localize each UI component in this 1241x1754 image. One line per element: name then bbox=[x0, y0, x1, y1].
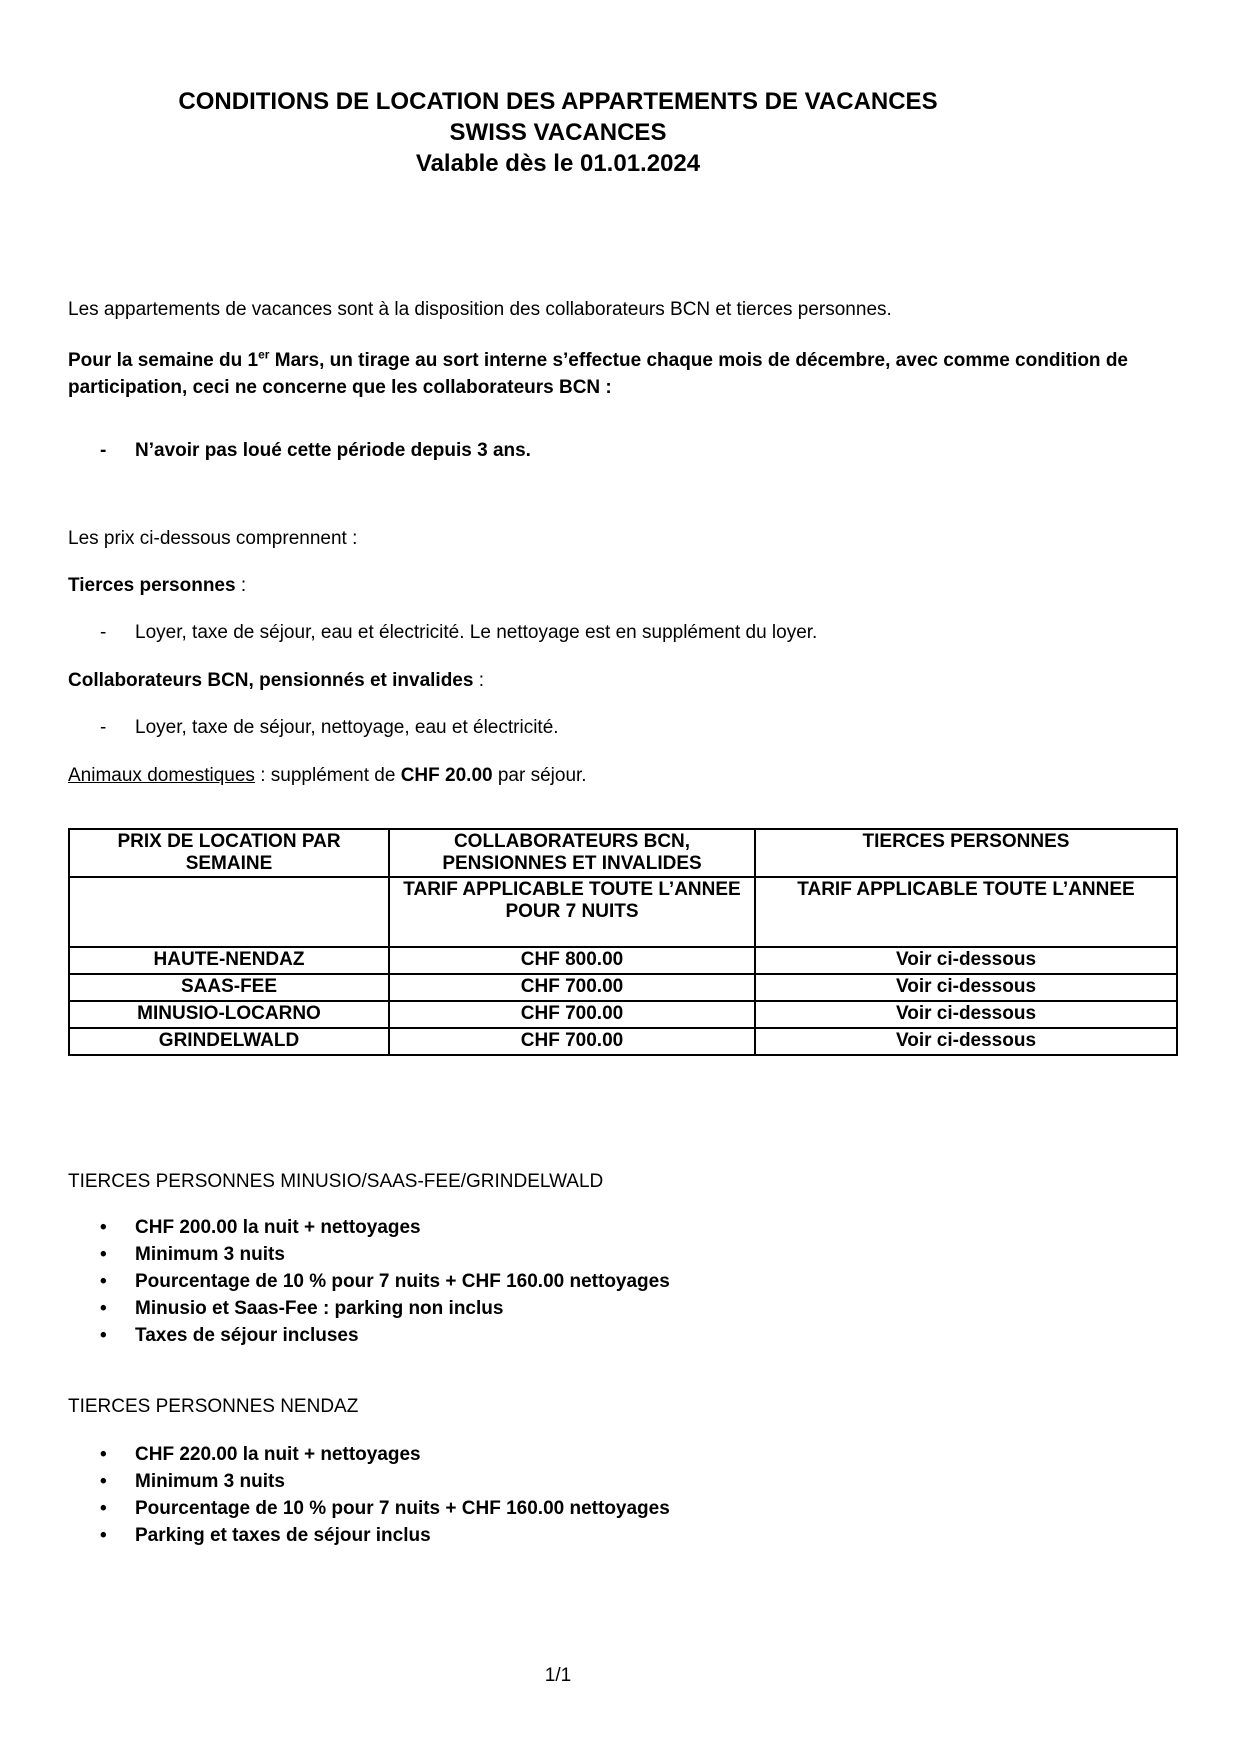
list-item bbox=[68, 1522, 1176, 1549]
draw-paragraph bbox=[68, 347, 1128, 401]
list-item bbox=[68, 1214, 1176, 1241]
list-item-text: Taxes de séjour incluses bbox=[135, 1325, 359, 1346]
list-item-text: Minusio et Saas-Fee : parking non inclus bbox=[135, 1298, 504, 1319]
list-item-text: Minimum 3 nuits bbox=[135, 1471, 285, 1492]
section-heading-minusio: TIERCES PERSONNES MINUSIO/SAAS-FEE/GRINDELWALD bbox=[68, 1171, 604, 1192]
draw-text-start: Pour la semaine du 1 bbox=[68, 350, 259, 371]
bullet-marker: • bbox=[100, 1271, 107, 1292]
table-row bbox=[69, 1028, 1177, 1055]
tierces-label-bold: Tierces personnes bbox=[68, 575, 236, 596]
resort-tierces: Voir ci-dessous bbox=[755, 947, 1177, 974]
list-item-text: Parking et taxes de séjour inclus bbox=[135, 1525, 431, 1546]
collab-label-bold: Collaborateurs BCN, pensionnés et invalides bbox=[68, 670, 474, 691]
list-item bbox=[68, 1268, 1176, 1295]
resort-price: CHF 700.00 bbox=[389, 1001, 755, 1028]
nendaz-bullet-list bbox=[68, 1441, 1176, 1549]
bullet-marker: • bbox=[100, 1525, 107, 1546]
list-item bbox=[68, 1441, 1176, 1468]
resort-name: MINUSIO-LOCARNO bbox=[69, 1001, 389, 1028]
header-cell-tarif-tierces: TARIF APPLICABLE TOUTE L’ANNEE bbox=[755, 877, 1177, 947]
header-cell-tierces: TIERCES PERSONNES bbox=[755, 829, 1177, 877]
pets-tail-text: par séjour. bbox=[492, 765, 587, 786]
tierces-include-item bbox=[68, 619, 1176, 646]
pets-mid-text: : supplément de bbox=[254, 765, 401, 786]
condition-text: N’avoir pas loué cette période depuis 3 ans. bbox=[135, 440, 531, 461]
bullet-marker: • bbox=[100, 1217, 107, 1238]
table-header-row-1 bbox=[69, 829, 1177, 877]
resort-name: GRINDELWALD bbox=[69, 1028, 389, 1055]
resort-tierces: Voir ci-dessous bbox=[755, 1001, 1177, 1028]
pets-amount: CHF 20.00 bbox=[400, 765, 493, 786]
document-title bbox=[68, 86, 1048, 179]
collab-include-item bbox=[68, 714, 1176, 741]
list-item bbox=[68, 1295, 1176, 1322]
bullet-marker: • bbox=[100, 1471, 107, 1492]
title-line-2: SWISS VACANCES bbox=[449, 119, 667, 146]
resort-name: HAUTE-NENDAZ bbox=[69, 947, 389, 974]
list-item bbox=[68, 1495, 1176, 1522]
intro-paragraph: Les appartements de vacances sont à la disposition des collaborateurs BCN et tierces personnes. bbox=[68, 299, 892, 320]
header-cell-tarif-collab: TARIF APPLICABLE TOUTE L’ANNEE POUR 7 NUITS bbox=[389, 877, 755, 947]
resort-price: CHF 800.00 bbox=[389, 947, 755, 974]
dash-marker: - bbox=[100, 717, 107, 738]
tierces-label bbox=[68, 572, 1176, 599]
list-item-text: CHF 200.00 la nuit + nettoyages bbox=[135, 1217, 421, 1238]
title-line-1: CONDITIONS DE LOCATION DES APPARTEMENTS DE VACANCES bbox=[178, 88, 938, 115]
ordinal-superscript: er bbox=[258, 347, 270, 362]
collab-label bbox=[68, 667, 1176, 694]
document-content bbox=[0, 86, 1241, 1549]
bullet-marker: • bbox=[100, 1444, 107, 1465]
bullet-marker: • bbox=[100, 1498, 107, 1519]
pets-paragraph bbox=[68, 762, 1176, 789]
minusio-bullet-list bbox=[68, 1214, 1176, 1349]
tierces-include-text: Loyer, taxe de séjour, eau et électricité. Le nettoyage est en supplément du loyer. bbox=[135, 622, 818, 643]
header-cell-collab: COLLABORATEURS BCN, PENSIONNES ET INVALIDES bbox=[389, 829, 755, 877]
footer-page-number: 1/1 bbox=[544, 1665, 572, 1686]
rental-price-table bbox=[68, 828, 1178, 1056]
table-row bbox=[69, 974, 1177, 1001]
list-item bbox=[68, 1468, 1176, 1495]
bullet-marker: • bbox=[100, 1325, 107, 1346]
title-line-3: Valable dès le 01.01.2024 bbox=[415, 150, 701, 177]
header-cell-location: PRIX DE LOCATION PAR SEMAINE bbox=[69, 829, 389, 877]
list-item-text: Minimum 3 nuits bbox=[135, 1244, 285, 1265]
collab-label-colon: : bbox=[473, 670, 484, 691]
resort-tierces: Voir ci-dessous bbox=[755, 1028, 1177, 1055]
table-header-row-2 bbox=[69, 877, 1177, 947]
header-cell-empty bbox=[69, 877, 389, 947]
resort-price: CHF 700.00 bbox=[389, 974, 755, 1001]
list-item bbox=[68, 1241, 1176, 1268]
tierces-label-colon: : bbox=[235, 575, 247, 596]
dash-marker: - bbox=[100, 440, 107, 461]
prices-include-heading: Les prix ci-dessous comprennent : bbox=[68, 528, 358, 549]
pets-label: Animaux domestiques bbox=[68, 765, 255, 786]
list-item bbox=[68, 1322, 1176, 1349]
draw-text-end: Mars, un tirage au sort interne s’effectue chaque mois de décembre, avec comme condition de participation, ceci ne concerne que les collaborateurs BCN : bbox=[68, 350, 1128, 398]
section-heading-nendaz: TIERCES PERSONNES NENDAZ bbox=[68, 1396, 359, 1417]
resort-price: CHF 700.00 bbox=[389, 1028, 755, 1055]
bullet-marker: • bbox=[100, 1244, 107, 1265]
collab-include-text: Loyer, taxe de séjour, nettoyage, eau et électricité. bbox=[135, 717, 559, 738]
list-item-text: CHF 220.00 la nuit + nettoyages bbox=[135, 1444, 421, 1465]
table-row bbox=[69, 1001, 1177, 1028]
resort-tierces: Voir ci-dessous bbox=[755, 974, 1177, 1001]
dash-marker: - bbox=[100, 622, 107, 643]
resort-name: SAAS-FEE bbox=[69, 974, 389, 1001]
list-item-text: Pourcentage de 10 % pour 7 nuits + CHF 160.00 nettoyages bbox=[135, 1271, 670, 1292]
condition-list-item bbox=[68, 437, 1176, 464]
table-row bbox=[69, 947, 1177, 974]
bullet-marker: • bbox=[100, 1298, 107, 1319]
list-item-text: Pourcentage de 10 % pour 7 nuits + CHF 160.00 nettoyages bbox=[135, 1498, 670, 1519]
